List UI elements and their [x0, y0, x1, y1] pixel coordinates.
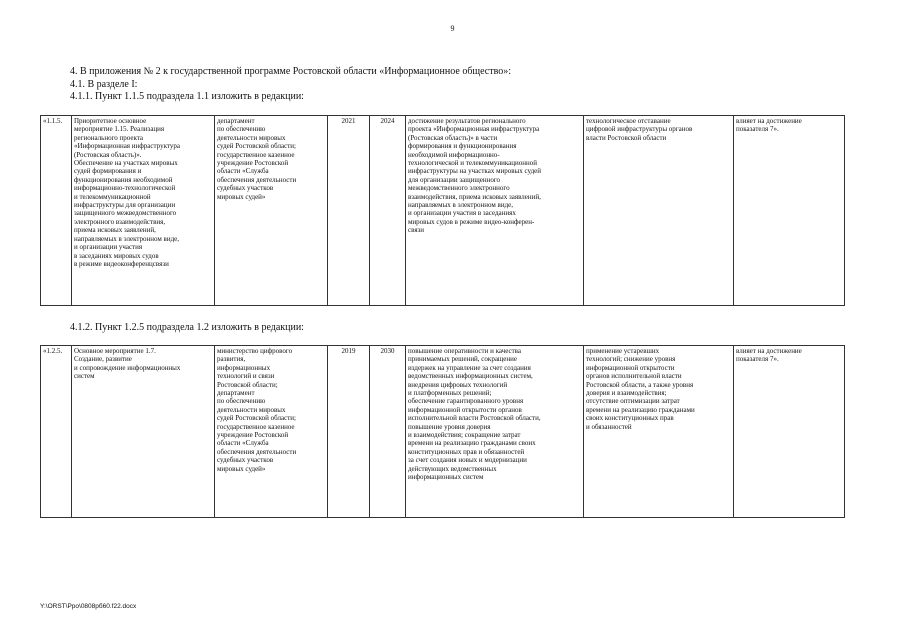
table-row — [41, 116, 845, 306]
paragraph-item-1-2-5: 4.1.2. Пункт 1.2.5 подраздела 1.2 изложить в редакции: — [70, 322, 304, 333]
measure-table-1-2-5 — [40, 345, 845, 518]
measure-table-1-1-5 — [40, 115, 845, 306]
cell-start-year: 2019 — [328, 346, 370, 518]
cell-end-year: 2030 — [370, 346, 406, 518]
cell-consequences: технологическое отставание цифровой инфраструктуры органов власти Ростовской области — [584, 116, 734, 306]
cell-executor: департамент по обеспечению деятельности мировых судей Ростовской области; государственное казенное учреждение Ростовской области «Служба обеспечения деятельности судебных участков мировых судей» — [215, 116, 328, 306]
paragraph-section-1: 4.1. В разделе I: — [70, 79, 138, 90]
paragraph-amend-appendix: 4. В приложения № 2 к государственной программе Ростовской области «Информационное общество»: — [70, 66, 512, 77]
page-number: 9 — [450, 24, 455, 33]
cell-end-year: 2024 — [370, 116, 406, 306]
cell-number: «1.2.5. — [41, 346, 72, 518]
cell-indicator-link: влияет на достижение показателя 7». — [734, 346, 845, 518]
cell-consequences: применение устаревших технологий; снижение уровня информационной открытости органов исполнительной власти Ростовской области, а также уровня доверия и взаимодействия; отсутствие оптимизации затрат времени на реализацию гражданами своих конституционных прав и обязанностей — [584, 346, 734, 518]
table-row — [41, 346, 845, 518]
cell-number: «1.1.5. — [41, 116, 72, 306]
cell-executor: министерство цифрового развития, информационных технологий и связи Ростовской области; департамент по обеспечению деятельности мировых судей Ростовской области; государственное казенное учреждение Ростовской области «Служба обеспечения деятельности судебных участков мировых судей» — [215, 346, 328, 518]
cell-expected-result: достижение результатов регионального проекта «Информационная инфраструктура (Ростовская область)» в части формирования и функционирования необходимой информационно- технологической и телекоммуникационной инфраструктуры на участках мировых судей для организации защищенного межведомственного электронного взаимодействия, приема исковых заявлений, направляемых в электронном виде, и организации участия в заседаниях мировых судов в режиме видео-конферен- связи — [406, 116, 584, 306]
cell-measure-name: Приоритетное основное мероприятие 1.15. Реализация регионального проекта «Информационная инфраструктура (Ростовская область)». Обеспечение на участках мировых судей формирования и функционирования необходимой информационно-технологической и телекоммуникационной инфраструктуры для организации защищенного межведомственного электронного взаимодействия, приема исковых заявлений, направляемых в электронном виде, и организации участия в заседаниях мировых судов в режиме видеоконференцсвязи — [72, 116, 215, 306]
paragraph-item-1-1-5: 4.1.1. Пункт 1.1.5 подраздела 1.1 изложить в редакции: — [70, 91, 304, 102]
cell-indicator-link: влияет на достижение показателя 7». — [734, 116, 845, 306]
cell-expected-result: повышение оперативности и качества принимаемых решений, сокращение издержек на управление за счет создания ведомственных информационных систем, внедрения цифровых технологий и платформенных решений; обеспечение гарантированного уровня информационной открытости органов исполнительной власти Ростовской области, повышение уровня доверия и взаимодействия; сокращение затрат времени на реализацию гражданами своих конституционных прав и обязанностей за счет создания новых и модернизации действующих ведомственных информационных систем — [406, 346, 584, 518]
file-path-footer: Y:\ORST\Ppo\0808pб60.f22.docx — [40, 603, 137, 610]
cell-measure-name: Основное мероприятие 1.7. Создание, развитие и сопровождение информационных систем — [72, 346, 215, 518]
cell-start-year: 2021 — [328, 116, 370, 306]
